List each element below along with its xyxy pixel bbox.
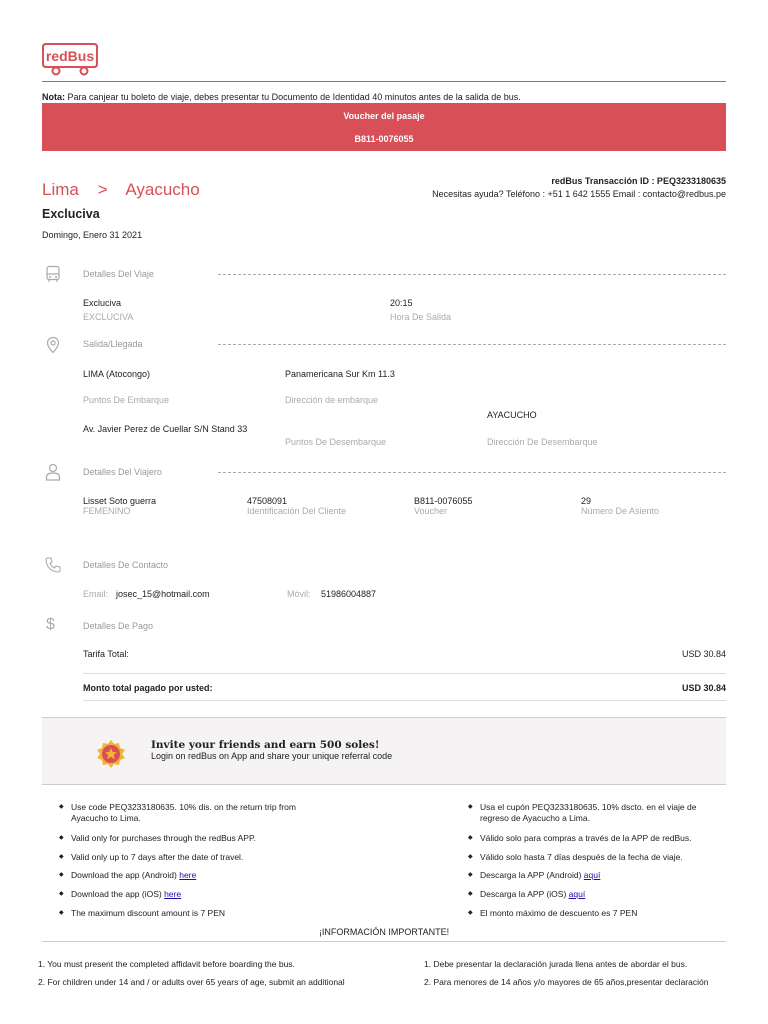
user-icon bbox=[44, 463, 62, 481]
phone-icon bbox=[44, 556, 62, 574]
contact-header: Detalles De Contacto bbox=[83, 560, 169, 570]
svg-text:redBus: redBus bbox=[45, 48, 95, 64]
seat-number: 29 bbox=[581, 496, 592, 506]
promo-en-item: ◆ Download the app (iOS) here bbox=[59, 889, 181, 900]
header-divider bbox=[42, 81, 726, 82]
important-en-item: 1. You must present the completed affidavit before boarding the bus. bbox=[38, 959, 295, 969]
total-value: USD 30.84 bbox=[681, 683, 726, 693]
important-info-title: ¡INFORMACIÓN IMPORTANTE! bbox=[318, 927, 450, 937]
passenger-gender: FEMENINO bbox=[83, 506, 131, 516]
voucher-title: Voucher del pasaje bbox=[343, 111, 425, 121]
trip-operator-label: EXCLUCIVA bbox=[83, 312, 134, 322]
route-to: Ayacucho bbox=[125, 180, 200, 199]
seat-number-label: Número De Asiento bbox=[581, 506, 660, 516]
payment-header: Detalles De Pago bbox=[83, 621, 154, 631]
promo-en-item: ◆ Use code PEQ3233180635. 10% dis. on the return trip from Ayacucho to Lima. bbox=[59, 802, 296, 824]
trip-operator-value: Excluciva bbox=[83, 298, 122, 308]
star-badge-icon bbox=[96, 739, 126, 769]
promo-en-item: ◆ Valid only for purchases through the redBus APP. bbox=[59, 833, 256, 844]
dropping-address-value: Av. Javier Perez de Cuellar S/N Stand 33 bbox=[83, 424, 248, 434]
email-label: Email: bbox=[83, 589, 109, 599]
email-value: josec_15@hotmail.com bbox=[116, 589, 210, 599]
operator-name: Excluciva bbox=[42, 207, 100, 221]
passenger-name: Lisset Soto guerra bbox=[83, 496, 157, 506]
ios-download-link-es[interactable]: aquí bbox=[568, 889, 586, 899]
passenger-voucher: B811-0076055 bbox=[414, 496, 473, 506]
dropping-point-label: Puntos De Desembarque bbox=[285, 437, 387, 447]
fare-value: USD 30.84 bbox=[681, 649, 726, 659]
total-divider bbox=[83, 700, 726, 701]
ios-download-link[interactable]: here bbox=[164, 889, 182, 899]
voucher-banner bbox=[42, 103, 726, 151]
customer-id: 47508091 bbox=[247, 496, 288, 506]
stops-divider bbox=[218, 344, 726, 345]
promo-es-item: ◆ Válido solo hasta 7 días después de la fecha de viaje. bbox=[468, 852, 683, 863]
mobile-label: Móvil: bbox=[287, 589, 311, 599]
help-contact: Necesitas ayuda? Teléfono : +51 1 642 1555 Email : contacto@redbus.pe bbox=[432, 189, 726, 199]
promo-es-item: ◆ Usa el cupón PEQ3233180635. 10% dscto. en el viaje de regreso de Ayacucho a Lima. bbox=[468, 802, 696, 824]
voucher-code: B811-0076055 bbox=[354, 134, 414, 144]
promo-es-item: ◆ Válido solo para compras a través de la APP de redBus. bbox=[468, 833, 692, 844]
route bbox=[42, 180, 214, 200]
promo-es-item: ◆ El monto máximo de descuento es 7 PEN bbox=[468, 908, 637, 919]
important-es-item: 1. Debe presentar la declaración jurada llena antes de abordar el bus. bbox=[424, 959, 688, 969]
route-from: Lima bbox=[42, 180, 79, 199]
route-separator: > bbox=[97, 180, 108, 199]
trip-divider bbox=[218, 274, 726, 275]
departure-time: 20:15 bbox=[390, 298, 413, 308]
passenger-header: Detalles Del Viajero bbox=[83, 467, 162, 477]
passenger-divider bbox=[218, 472, 726, 473]
stops-header: Salida/Llegada bbox=[83, 339, 143, 349]
android-download-link-es[interactable]: aquí bbox=[583, 870, 601, 880]
note-label: Nota: bbox=[42, 92, 65, 102]
boarding-point: LIMA (Atocongo) bbox=[83, 369, 151, 379]
fare-label: Tarifa Total: bbox=[83, 649, 129, 659]
promo-en-item: ◆ The maximum discount amount is 7 PEN bbox=[59, 908, 225, 919]
dropping-address-label: Dirección De Desembarque bbox=[487, 437, 598, 447]
note-text: Para canjear tu boleto de viaje, debes presentar tu Documento de Identidad 40 minutos antes de la salida de bus. bbox=[67, 92, 521, 102]
promo-es-item: ◆ Descarga la APP (Android) aquí bbox=[468, 870, 600, 881]
mobile-value: 51986004887 bbox=[321, 589, 377, 599]
location-pin-icon bbox=[44, 336, 62, 354]
transaction-id: redBus Transacción ID : PEQ3233180635 bbox=[551, 176, 726, 186]
trip-details-header: Detalles Del Viaje bbox=[83, 269, 154, 279]
boarding-point-label: Puntos De Embarque bbox=[83, 395, 170, 405]
promo-en-item: ◆ Download the app (Android) here bbox=[59, 870, 196, 881]
promo-es-item: ◆ Descarga la APP (iOS) aquí bbox=[468, 889, 585, 900]
important-es-item: 2. Para menores de 14 años y/o mayores de 65 años,presentar declaración bbox=[424, 977, 709, 987]
important-divider bbox=[42, 941, 726, 942]
android-download-link[interactable]: here bbox=[179, 870, 197, 880]
redbus-logo bbox=[42, 42, 98, 76]
customer-id-label: Identificación Del Cliente bbox=[247, 506, 347, 516]
referral-title: Invite your friends and earn 500 soles! bbox=[151, 739, 380, 751]
referral-subtitle: Login on redBus on App and share your unique referral code bbox=[151, 751, 393, 761]
boarding-address: Panamericana Sur Km 11.3 bbox=[285, 369, 395, 379]
total-label: Monto total pagado por usted: bbox=[83, 683, 213, 693]
dropping-city: AYACUCHO bbox=[487, 410, 537, 420]
dollar-icon: $ bbox=[46, 616, 55, 633]
payment-divider bbox=[83, 673, 726, 674]
departure-time-label: Hora De Salida bbox=[390, 312, 452, 322]
passenger-voucher-label: Voucher bbox=[414, 506, 448, 516]
travel-date: Domingo, Enero 31 2021 bbox=[42, 230, 143, 240]
promo-en-item: ◆ Valid only up to 7 days after the date of travel. bbox=[59, 852, 243, 863]
important-en-item: 2. For children under 14 and / or adults over 65 years of age, submit an additional bbox=[38, 977, 345, 987]
bus-icon bbox=[44, 265, 62, 283]
boarding-address-label: Dirección de embarque bbox=[285, 395, 379, 405]
note bbox=[42, 92, 521, 102]
